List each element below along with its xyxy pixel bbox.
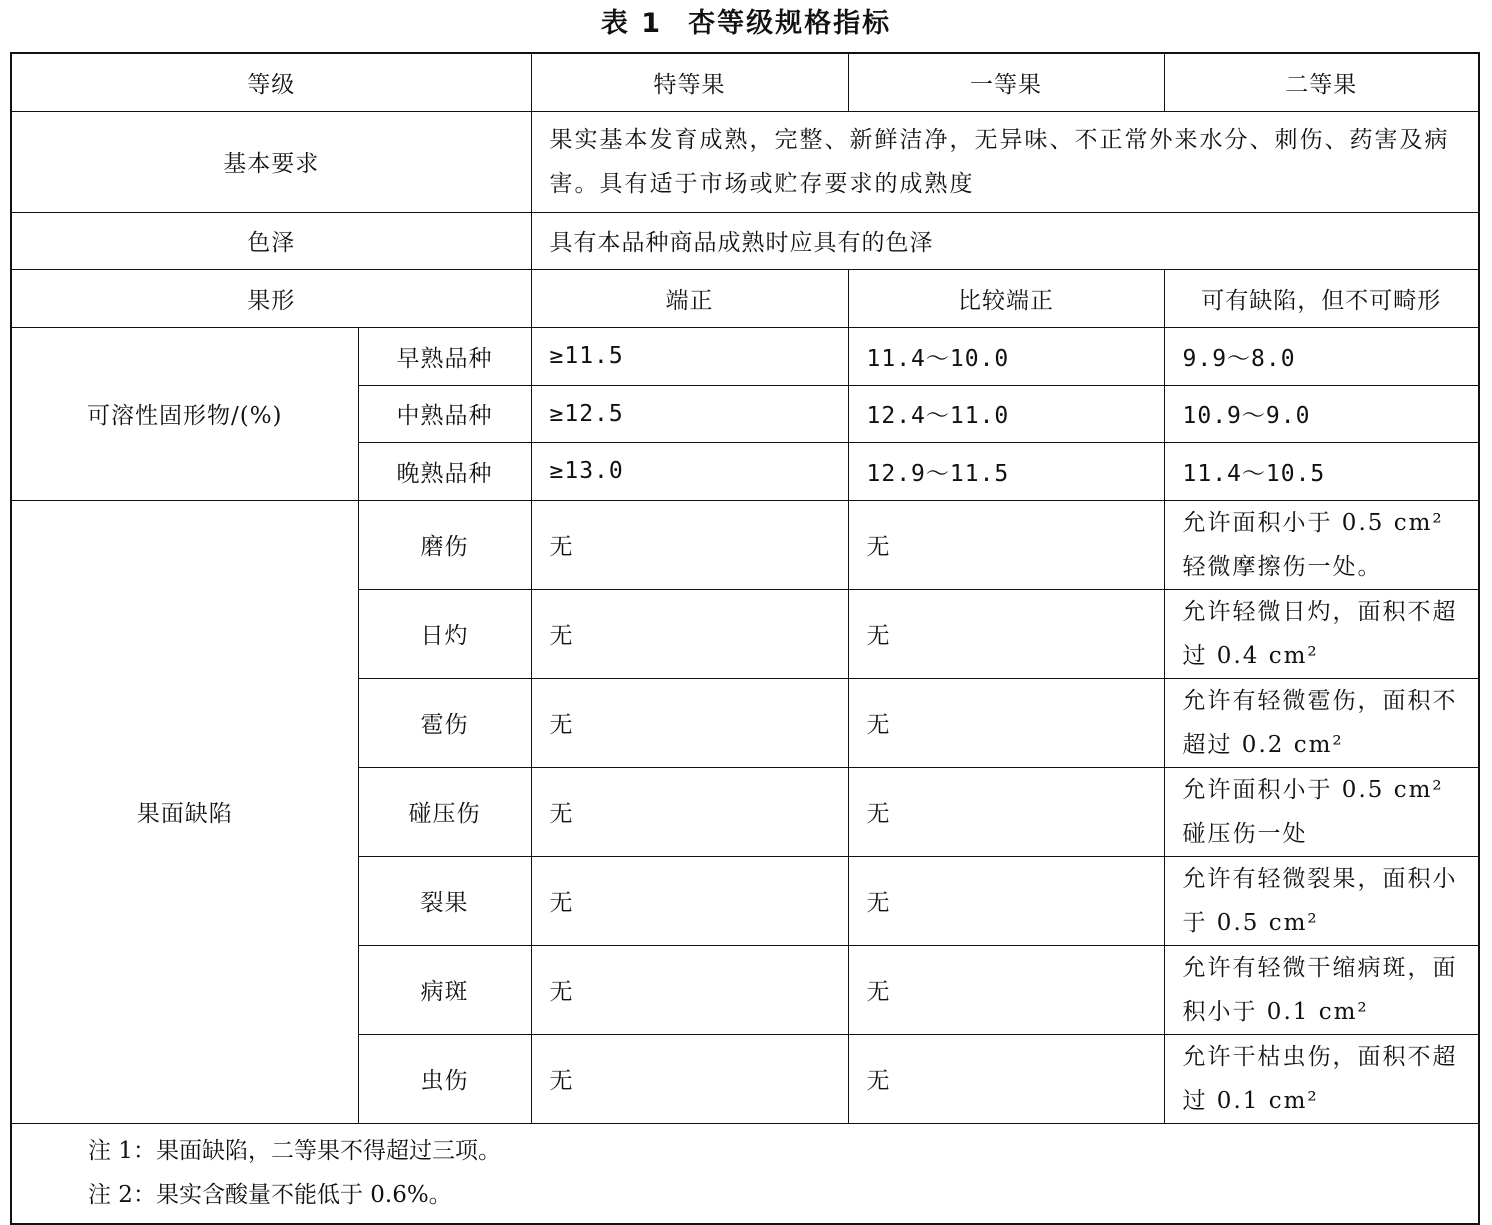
solids-special: ≥11.5 bbox=[531, 327, 848, 385]
notes-cell bbox=[11, 1123, 1479, 1224]
solids-special: ≥12.5 bbox=[531, 385, 848, 442]
defect-first: 无 bbox=[848, 856, 1164, 945]
defect-first: 无 bbox=[848, 945, 1164, 1034]
note-1: 注 1：果面缺陷，二等果不得超过三项。 bbox=[88, 1138, 501, 1165]
basic-label: 基本要求 bbox=[11, 111, 531, 212]
defect-special: 无 bbox=[531, 767, 848, 856]
defect-special: 无 bbox=[531, 500, 848, 589]
solids-variety: 晚熟品种 bbox=[358, 442, 531, 500]
defect-name: 雹伤 bbox=[358, 678, 531, 767]
basic-text: 果实基本发育成熟，完整、新鲜洁净，无异味、不正常外来水分、刺伤、药害及病害。具有适于市场或贮存要求的成熟度 bbox=[531, 111, 1479, 212]
defect-second: 允许有轻微雹伤，面积不超过 0.2 cm² bbox=[1164, 678, 1479, 767]
solids-second: 11.4～10.5 bbox=[1164, 442, 1479, 500]
defect-second: 允许干枯虫伤，面积不超过 0.1 cm² bbox=[1164, 1034, 1479, 1123]
table-number: 表 1 bbox=[600, 8, 663, 39]
solids-variety: 中熟品种 bbox=[358, 385, 531, 442]
defect-second: 允许面积小于 0.5 cm² 轻微摩擦伤一处。 bbox=[1164, 500, 1479, 589]
color-row bbox=[11, 212, 1479, 269]
shape-first: 比较端正 bbox=[848, 269, 1164, 327]
table-title: 杏等级规格指标 bbox=[688, 8, 892, 39]
defect-first: 无 bbox=[848, 500, 1164, 589]
defect-second: 允许面积小于 0.5 cm² 碰压伤一处 bbox=[1164, 767, 1479, 856]
defect-name: 病斑 bbox=[358, 945, 531, 1034]
defect-name: 裂果 bbox=[358, 856, 531, 945]
defect-first: 无 bbox=[848, 678, 1164, 767]
defect-second: 允许轻微日灼，面积不超过 0.4 cm² bbox=[1164, 589, 1479, 678]
shape-row bbox=[11, 269, 1479, 327]
table-caption bbox=[0, 4, 1492, 44]
defect-name: 磨伤 bbox=[358, 500, 531, 589]
basic-row bbox=[11, 111, 1479, 212]
shape-special: 端正 bbox=[531, 269, 848, 327]
apricot-grade-table bbox=[10, 52, 1480, 1225]
note-2: 注 2：果实含酸量不能低于 0.6%。 bbox=[88, 1182, 452, 1209]
defect-special: 无 bbox=[531, 589, 848, 678]
defect-special: 无 bbox=[531, 678, 848, 767]
solids-special: ≥13.0 bbox=[531, 442, 848, 500]
solids-first: 11.4～10.0 bbox=[848, 327, 1164, 385]
header-row bbox=[11, 53, 1479, 111]
table-row bbox=[11, 500, 1479, 589]
shape-label: 果形 bbox=[11, 269, 531, 327]
solids-second: 9.9～8.0 bbox=[1164, 327, 1479, 385]
defect-first: 无 bbox=[848, 767, 1164, 856]
defect-second: 允许有轻微干缩病斑，面积小于 0.1 cm² bbox=[1164, 945, 1479, 1034]
defect-name: 虫伤 bbox=[358, 1034, 531, 1123]
color-text: 具有本品种商品成熟时应具有的色泽 bbox=[531, 212, 1479, 269]
defect-name: 日灼 bbox=[358, 589, 531, 678]
header-special: 特等果 bbox=[531, 53, 848, 111]
defect-special: 无 bbox=[531, 856, 848, 945]
header-grade: 等级 bbox=[11, 53, 531, 111]
solids-first: 12.4～11.0 bbox=[848, 385, 1164, 442]
header-second: 二等果 bbox=[1164, 53, 1479, 111]
header-first: 一等果 bbox=[848, 53, 1164, 111]
defect-special: 无 bbox=[531, 945, 848, 1034]
solids-second: 10.9～9.0 bbox=[1164, 385, 1479, 442]
solids-variety: 早熟品种 bbox=[358, 327, 531, 385]
defect-second: 允许有轻微裂果，面积小于 0.5 cm² bbox=[1164, 856, 1479, 945]
defect-special: 无 bbox=[531, 1034, 848, 1123]
defect-name: 碰压伤 bbox=[358, 767, 531, 856]
color-label: 色泽 bbox=[11, 212, 531, 269]
solids-label: 可溶性固形物/(%) bbox=[11, 327, 358, 500]
table-row bbox=[11, 327, 1479, 385]
notes-row bbox=[11, 1123, 1479, 1224]
solids-first: 12.9～11.5 bbox=[848, 442, 1164, 500]
shape-second: 可有缺陷，但不可畸形 bbox=[1164, 269, 1479, 327]
defect-first: 无 bbox=[848, 1034, 1164, 1123]
defects-label: 果面缺陷 bbox=[11, 500, 358, 1123]
defect-first: 无 bbox=[848, 589, 1164, 678]
